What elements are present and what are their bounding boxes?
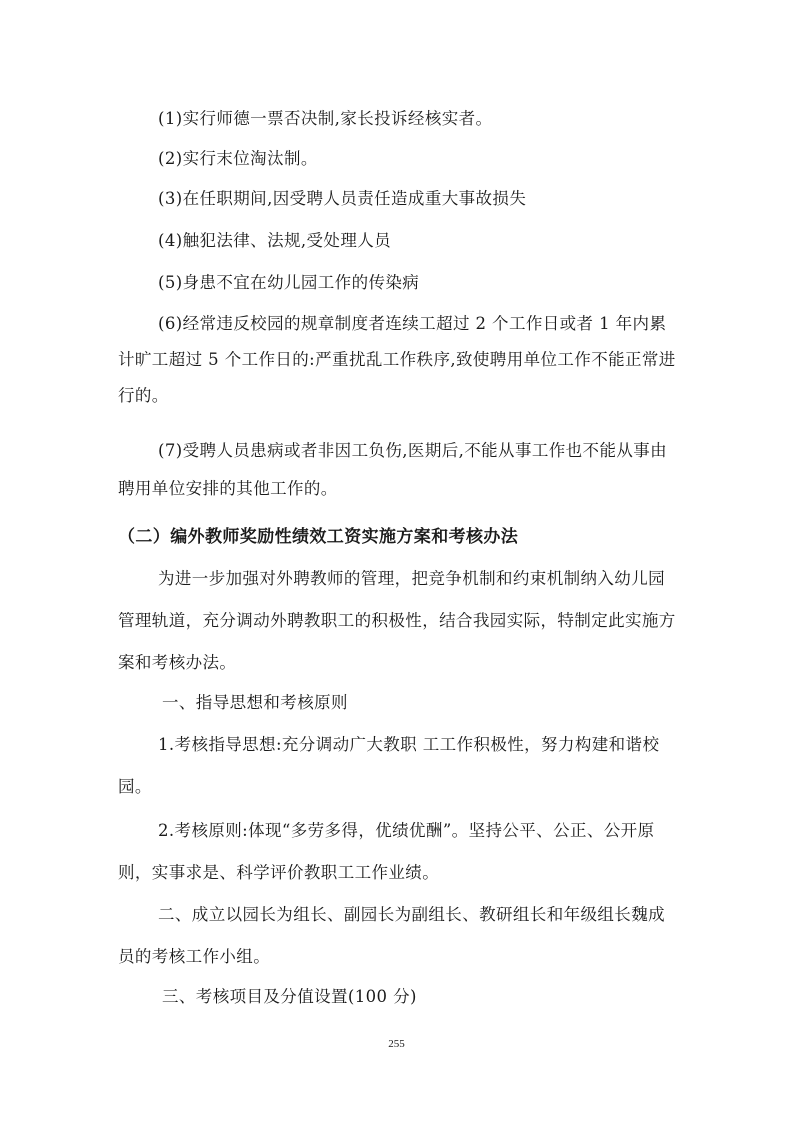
subsection-title: 一、指导思想和考核原则 — [162, 693, 348, 712]
list-item: (6)经常违反校园的规章制度者连续工超过 2 个工作日或者 1 年内累计旷工超过 5 个工作日的:严重扰乱工作秩序,致使聘用单位工作不能正常进行的。 — [118, 314, 676, 405]
list-item: (3)在任职期间,因受聘人员责任造成重大事故损失 — [158, 189, 527, 208]
paragraph: 二、成立以园长为组长、副园长为副组长、教研组长和年级组长魏成员的考核工作小组。 — [118, 905, 665, 966]
paragraph: 1.考核指导思想:充分调动广大教职 工工作积极性，努力构建和谐校园。 — [118, 735, 660, 796]
subsection-title: 三、考核项目及分值设置(100 分) — [162, 987, 417, 1006]
list-item: (2)实行末位淘汰制。 — [158, 149, 318, 168]
list-item: (7)受聘人员患病或者非因工负伤,医期后,不能从事工作也不能从事由聘用单位安排的其他工作的。 — [118, 441, 668, 498]
page-number: 255 — [388, 1038, 405, 1050]
list-item: (1)实行师德一票否决制,家长投诉经核实者。 — [158, 109, 493, 128]
list-item: (4)触犯法律、法规,受处理人员 — [158, 231, 392, 250]
list-item: (5)身患不宜在幼儿园工作的传染病 — [158, 273, 420, 292]
paragraph: 2.考核原则:体现“多劳多得，优绩优酬”。坚持公平、公正、公开原则，实事求是、科学评价教职工工作业绩。 — [118, 821, 655, 882]
section-heading: （二）编外教师奖励性绩效工资实施方案和考核办法 — [118, 527, 519, 547]
intro-paragraph: 为进一步加强对外聘教师的管理，把竞争机制和约束机制纳入幼儿园管理轨道，充分调动外聘教职工的积极性，结合我园实际，特制定此实施方案和考核办法。 — [118, 569, 676, 672]
